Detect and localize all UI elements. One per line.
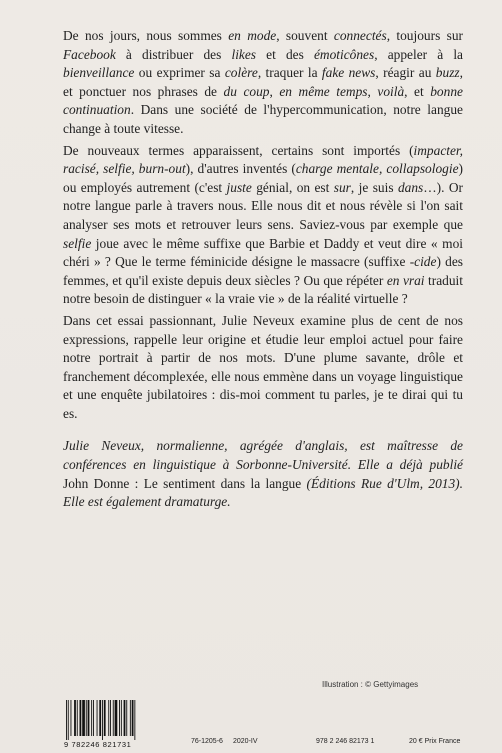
code-1: 76-1205-6: [191, 738, 223, 745]
illustration-credit: Illustration : © Gettyimages: [322, 680, 419, 689]
code-2: 2020-IV: [233, 738, 258, 745]
italic-run-11: selfie: [63, 235, 92, 251]
italic-run-7: likes: [231, 46, 257, 62]
text-run-8: et des: [256, 46, 314, 62]
text-run-10: , appeler à la: [374, 46, 463, 62]
text-run-6: génial, on est: [251, 179, 334, 195]
text-run-0: Dans cet essai passionnant, Julie Neveux examine plus de cent de nos expressions, rappelle leur origine et étudie leur emploi actuel pour faire notre portrait à partir de nos mots. D'une plume savante, drôle et franchement décomplexée, elle nous emmène dans un voyage linguistique et une enquête jubilatoires : dis-moi comment tu parles, je te dirai qui tu es.: [63, 312, 463, 421]
text-run-22: ,: [367, 83, 378, 99]
text-run-6: à distribuer des: [115, 46, 232, 62]
text-run-2: ), d'autres inventés (: [185, 161, 296, 177]
barcode-bar: [88, 700, 90, 736]
barcode-bar: [77, 700, 78, 736]
italic-run-2: (Éditions Rue d'Ulm, 2013). Elle est également dramaturge.: [63, 475, 463, 510]
paragraph-2: [63, 142, 463, 309]
italic-run-13: -cide: [409, 254, 437, 270]
barcode-bar: [124, 700, 126, 736]
barcode-bar: [104, 700, 106, 736]
barcode-bar: [130, 700, 131, 736]
barcode-bar: [132, 700, 134, 736]
barcode-bar: [115, 700, 118, 736]
barcode-bar: [119, 700, 120, 736]
author-bio: [63, 437, 463, 511]
barcode-bars: [62, 700, 162, 740]
italic-run-11: bienveillance: [63, 65, 135, 81]
barcode-bar: [110, 700, 111, 736]
barcode-bar: [121, 700, 122, 736]
text-run-16: , réagir au: [375, 65, 436, 81]
text-run-12: ou exprimer sa: [134, 65, 225, 81]
barcode-bar: [108, 700, 109, 736]
italic-run-15: en vrai: [386, 272, 425, 288]
barcode-bar: [80, 700, 82, 736]
text-run-14: , traquer la: [257, 65, 322, 81]
barcode-bar: [71, 700, 72, 736]
text-run-14: ) des femmes, et qu'il existe depuis deux siècles ? Ou que répéter: [63, 254, 463, 288]
text-run-0: De nouveaux termes apparaissent, certains sont importés (: [63, 142, 414, 158]
text-run-8: , je suis: [350, 179, 398, 195]
italic-run-3: connectés: [333, 28, 387, 43]
price: 20 € Prix France: [409, 738, 461, 745]
italic-run-3: charge mentale, collapsologie: [295, 161, 459, 177]
text-run-26: . Dans une société de l'hypercommunication, notre langue change à toute vitesse.: [63, 102, 463, 136]
barcode-bar: [99, 700, 101, 736]
italic-run-25: bonne continuation: [63, 83, 463, 118]
barcode-bar: [86, 700, 87, 736]
barcode-bar: [126, 700, 127, 736]
text-run-24: , et: [404, 83, 431, 99]
paragraph-1: [63, 27, 463, 139]
italic-run-23: voilà: [377, 83, 405, 99]
barcode-bar: [113, 700, 114, 736]
barcode-bar: [97, 700, 98, 736]
barcode-bar: [82, 700, 85, 736]
italic-run-19: du coup: [223, 83, 270, 99]
italic-run-21: en même temps: [279, 83, 368, 99]
barcode-bar: [91, 700, 92, 736]
barcode-bar: [134, 700, 135, 740]
barcode-bar: [74, 700, 76, 736]
text-run-12: joue avec le même suffixe que Barbie et Daddy et veut dire « moi chéri » ? Que le terme féminicide désigne le massacre (suffixe: [63, 235, 463, 270]
barcode-number: 9 782246 821731: [64, 740, 132, 749]
text-run-4: , toujours sur: [386, 28, 463, 43]
italic-run-1: impacter, racisé, selfie, burn-out: [63, 142, 463, 177]
text-run-2: , souvent: [276, 28, 334, 43]
text-run-1: John Donne : Le sentiment dans la langue: [63, 475, 302, 491]
barcode-bar: [93, 700, 94, 736]
italic-run-17: buzz: [435, 65, 460, 81]
text-run-18: , et ponctuer nos phrases de: [63, 65, 463, 99]
text-run-10: …). Or notre langue parle à travers nous. Elle nous dit et nous révèle si l'on sait analyser ses mots et retrouver leurs sens. Saviez-vous par exemple que: [63, 179, 463, 232]
isbn-code: 978 2 246 82173 1: [316, 738, 375, 745]
italic-run-0: Julie Neveux, normalienne, agrégée d'anglais, est maîtresse de conférences en linguistique à Sorbonne-Université. Elle a déjà publié: [63, 438, 463, 473]
italic-run-9: dans: [397, 179, 424, 195]
text-run-16: traduit notre besoin de distinguer « la vraie vie » de la réalité virtuelle ?: [63, 272, 463, 307]
blurb: [63, 27, 463, 515]
barcode-bar: [66, 700, 67, 740]
text-run-20: ,: [269, 83, 280, 99]
italic-run-5: Facebook: [63, 46, 116, 62]
italic-run-15: fake news: [321, 65, 376, 81]
barcode-bar: [68, 700, 69, 740]
italic-run-7: sur: [333, 179, 351, 195]
italic-run-1: en mode: [228, 28, 277, 43]
italic-run-13: colère: [224, 65, 258, 81]
text-run-0: De nos jours, nous sommes: [63, 28, 229, 43]
text-run-4: ) ou employés autrement (c'est: [63, 161, 463, 195]
paragraph-3: [63, 312, 463, 424]
italic-run-5: juste: [226, 179, 252, 195]
italic-run-9: émoticônes: [313, 46, 375, 62]
barcode-bar: [102, 700, 103, 740]
